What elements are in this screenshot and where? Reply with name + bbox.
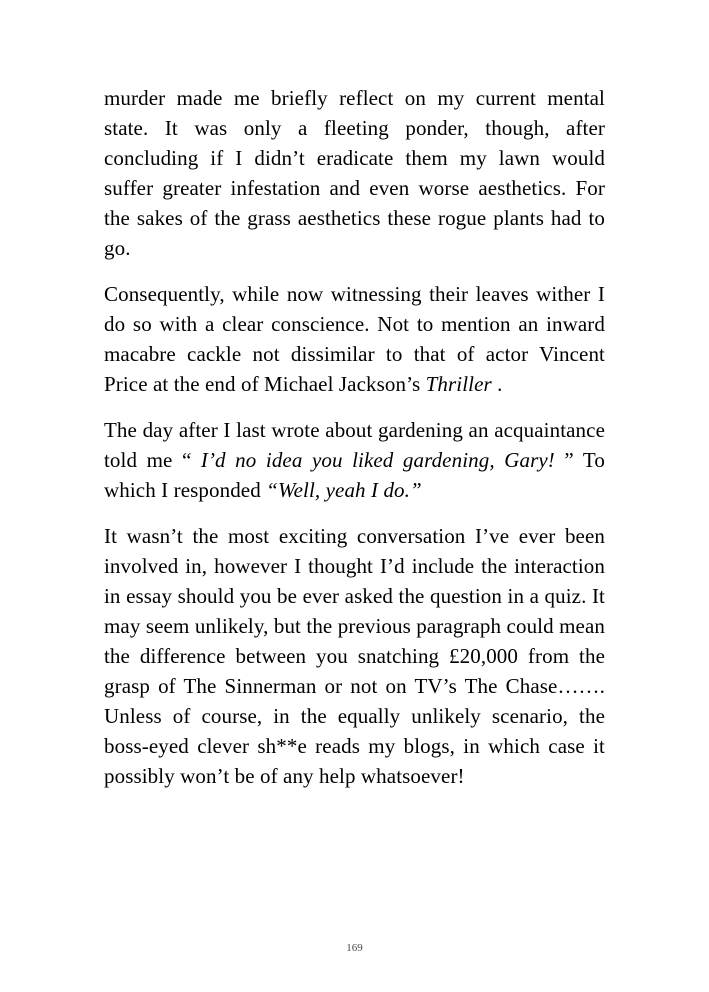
paragraph-4: It wasn’t the most exciting conversation I’ve ever been involved in, however I thought I’d include the interaction in essay should you be ever asked the question in a quiz. It may seem unlikely, but the previous paragraph could mean the difference between you snatching £20,000 from the grasp of The Sinnerman or not on TV’s The Chase……. Unless of course, in the equally unlikely scenario, the boss-eyed clever sh**e reads my blogs, in which case it possibly won’t be of any help whatsoever! bbox=[104, 524, 605, 788]
body-text bbox=[104, 83, 605, 807]
thriller-title: Thriller bbox=[425, 372, 492, 396]
page-number: 169 bbox=[346, 942, 363, 954]
response-quote: “Well, yeah I do.” bbox=[266, 478, 422, 502]
paragraph-2: Consequently, while now witnessing their leaves wither I do so with a clear conscience. Not to mention an inward macabre cackle not dissimilar to that of actor Vincent Price at the end of Michael Jackson’s Thriller . bbox=[104, 282, 605, 396]
paragraph-1: murder made me briefly reflect on my current mental state. It was only a fleeting ponder, though, after concluding if I didn’t eradicate them my lawn would suffer greater infestation and even worse aesthetics. For the sakes of the grass aesthetics these rogue plants had to go. bbox=[104, 86, 605, 260]
paragraph-3: The day after I last wrote about gardening an acquaintance told me “ I’d no idea you liked gardening, Gary! ” To which I responded “Well, yeah I do.” bbox=[104, 418, 605, 502]
acquaintance-quote: I’d no idea you liked gardening, Gary! bbox=[200, 448, 555, 472]
